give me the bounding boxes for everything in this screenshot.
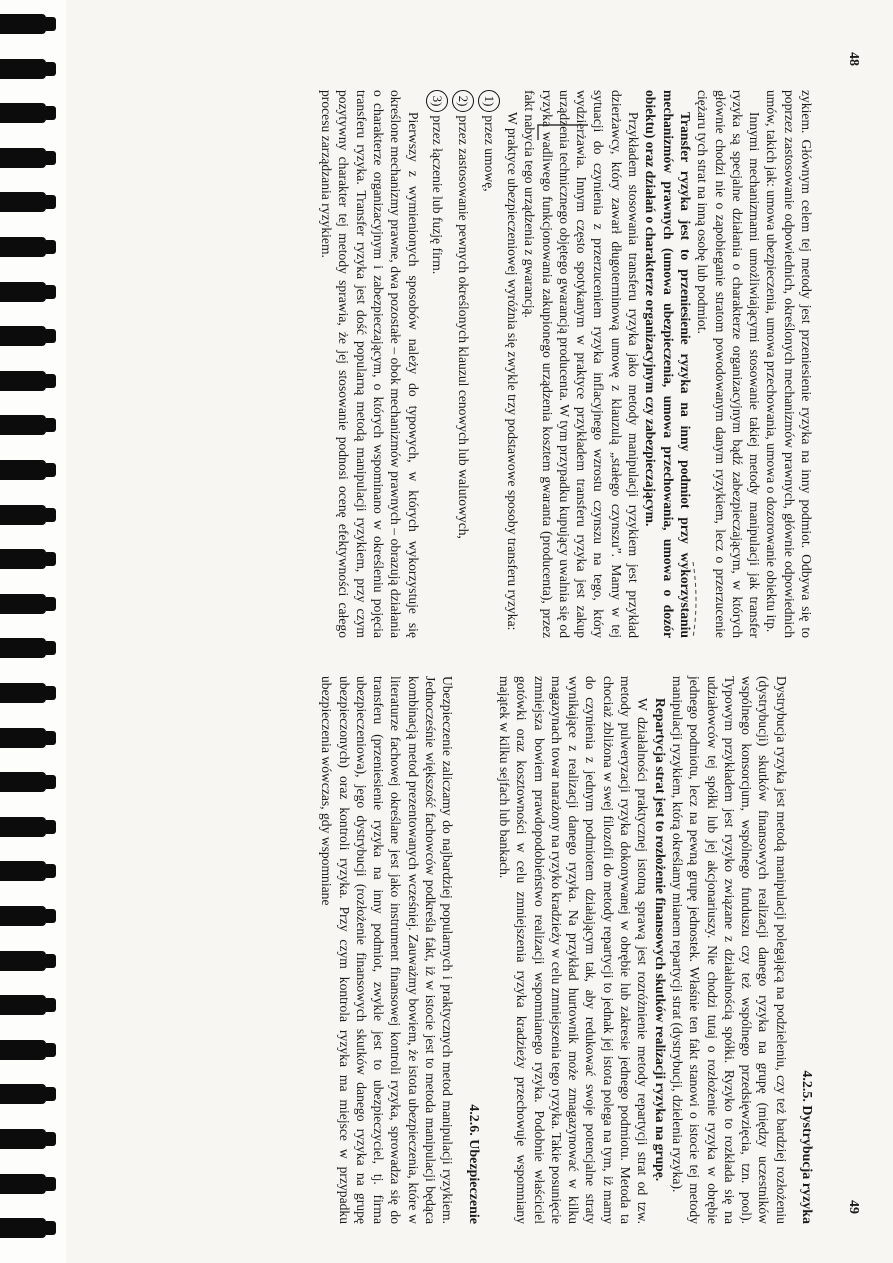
definition-box: Repartycja strat jest to rozłożenie finansowych skutków realizacji ryzyka na grupę. [652,698,668,1182]
list-marker: 1) [478,90,500,112]
section-heading: 4.2.6. Ubezpieczenie [465,1104,481,1224]
paragraph: Innymi mechanizmami umożliwiającymi stosowanie takiej metody manipulacji jak transfer ryzyka są specjalne działania o charakterze organizacyjnym bądź zabezpieczającym, w których głównie chodzi nie o zapobieganie stratom powodowanym danym ryzykiem, lecz o przerzucenie ciężaru tych strat na inną osobę lub podmiot. [695,90,763,638]
right-page [318,676,815,1224]
paragraph: Dystrybucja ryzyka jest metodą manipulacji polegającą na podzieleniu, czy też bardziej rozłożeniu (dystrybucji) skutków finansowych realizacji danego ryzyka na grupę (między uczestników wspólnego konsorcjum, wspólnego funduszu czy też wspólnego przedsięwzięcia, tzn. pool). Typowym przykładem jest ryzyko związane z działalnością spółki. Ryzyko to rozkłada się na udziałowców tej spółki lub jej akcjonariuszy. Nie chodzi tutaj o rozłożenie ryzyka w obrębie jednego podmiotu, lecz na pewną grupę jednostek. Właśnie ten fakt stanowi o istocie tej metody manipulacji ryzykiem, którą określamy mianem repartycji strat (dystrybucji, dzielenia ryzyka). [669,676,789,1224]
list-item [426,90,448,638]
paragraph: zykiem. Głównym celem tej metody jest przeniesienie ryzyka na inny podmiot. Odbywa się to poprzez zastosowanie odpowiednich, określonych mechanizmów prawnych, głównie odpowiednich umów, takich jak: umowa ubezpieczenia, umowa przechowania, umowa o dozorowanie obiektu itp. [764,90,814,638]
left-page [318,90,815,638]
list-item [478,90,500,638]
list-item-text: przez umowę, [481,115,497,192]
list-item-text: przez zastosowanie pewnych określonych klauzul cenowych lub walutowych, [455,115,471,539]
list-marker: 3) [426,90,448,112]
list-item [452,90,474,638]
paragraph: Pierwszy z wymienionych sposobów należy do typowych, w których wykorzystuje się określone mechanizmy prawne, dwa pozostałe – obok mechanizmów prawnych – obrazują działania o charakterze organizacyjnym i zabezpieczającym, o których wspominano w określeniu pojęcia transferu ryzyka. Transfer ryzyka jest dość popularną metodą manipulacji ryzykiem, przy czym pozytywny charakter tej metody sprawia, że jej stosowanie podnosi ocenę efektywności całego procesu zarządzania ryzykiem. [319,90,421,638]
paragraph: W praktyce ubezpieczeniowej wyróżnia się zwykle trzy podstawowe sposoby transferu ryzyka: [504,112,520,631]
page-number-right: 49 [846,1200,861,1214]
section-heading: 4.2.5. Dystrybucja ryzyka [799,1070,814,1224]
paragraph: Ubezpieczenie zaliczamy do najbardziej popularnych i praktycznych metod manipulacji ryzykiem. Jednocześnie większość fachowców podkreśla fakt, iż w istocie jest to metoda manipulacji będąca kombinacją metod prezentowanych wcześniej. Zauważmy bowiem, że istota ubezpieczenia, które w literaturze fachowej określane jest jako instrument finansowej kontroli ryzyka, sprowadza się do transferu (przeniesienie ryzyka na inny podmiot, zwykle jest to ubezpieczyciel, tj. firma ubezpieczeniowa), jego dystrybucji (rozłożenie finansowych skutków danego ryzyka na grupę ubezpieczonych) oraz kontroli ryzyka. Przy czym kontrola ryzyka ma miejsce w przypadku ubezpieczenia wówczas, gdy wspomniane [319,676,456,1224]
paragraph: W działalności praktycznej istotną sprawą jest rozróżnienie metody repartycji strat od tzw. metody pulweryzacji ryzyka dokonywanej w obrębie lub zakresie jednego podmiotu. Metoda ta chociaż zbliżona w swej filozofii do metody repartycji to jednak jej istota polega na tym, iż mamy do czynienia z jednym podmiotem działającym tak, aby redukować swoje potencjalne straty wynikające z realizacji danego ryzyka. Na przykład hurtownik może zmagazynować w kilku magazynach towar narażony na ryzyko kradzieży w celu zmniejszenia tego ryzyka. Takie posunięcie zmniejsza bowiem prawdopodobieństwo realizacji wspomnianego ryzyka. Podobnie właściciel gotówki oraz kosztowności w celu zmniejszenia ryzyka kradzieży przechowuje wspomniany majątek w kilku sejfach lub bankach. [496,676,651,1224]
list-marker: 2) [452,90,474,112]
page-number-left: 48 [846,52,861,66]
paragraph: Przykładem stosowania transferu ryzyka jako metody manipulacji ryzykiem jest przykład dzierżawcy, który zawarł długoterminową umowę z klauzulą „stałego czynszu”. Mamy w tej sytuacji do czynienia z przerzuceniem ryzyka inflacyjnego wzrostu czynszu na tego, który wydzierżawia. Innym często spotykanym w praktyce przykładem transferu ryzyka jest zakup urządzenia technicznego objętego gwarancją producenta. W tym przypadku kupujący uwalnia się od ryzyka wadliwego funkcjonowania zakupionego urządzenia kosztem gwaranta (producenta), przez fakt nabycia tego urządzenia z gwarancją. [522,90,642,638]
definition-box: Transfer ryzyka jest to przeniesienie ryzyka na inny podmiot przy wykorzystaniu mechanizmów prawnych (umowa ubezpieczenia, umowa przechowania, umowa o dozór obiektu) oraz działań o charakterze organizacyjnym czy zabezpieczającym. [643,90,693,638]
list-item-text: przez łączenie lub fuzję firm. [429,115,445,275]
